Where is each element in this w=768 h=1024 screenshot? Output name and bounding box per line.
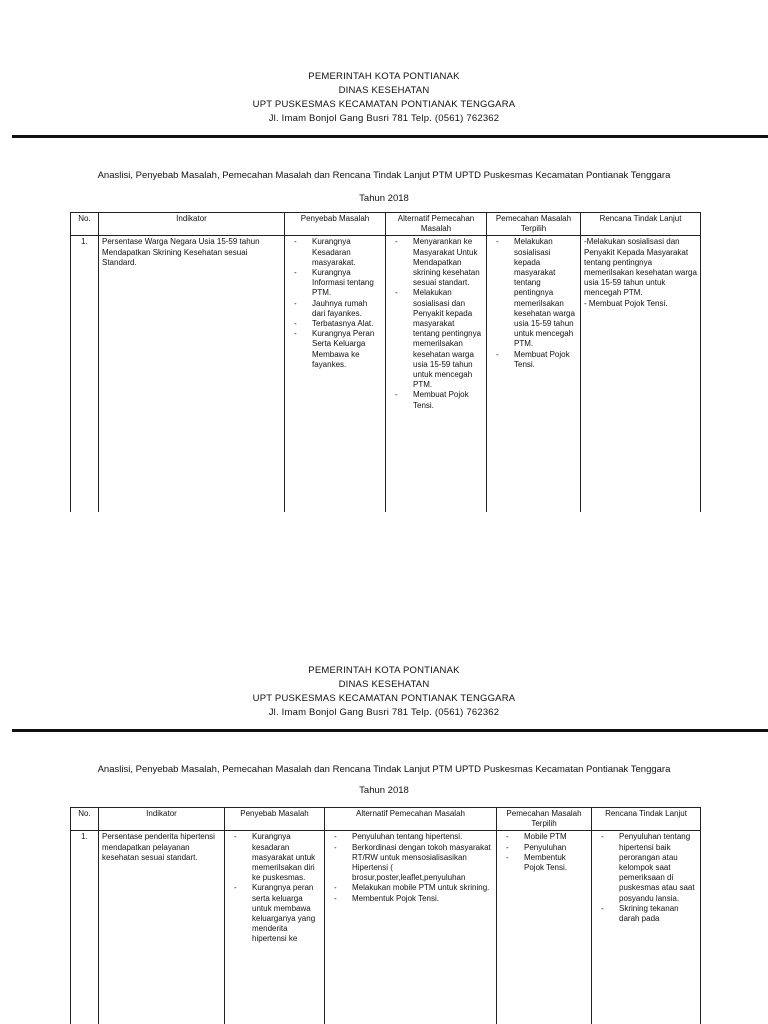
document-title: Anaslisi, Penyebab Masalah, Pemecahan Masalah dan Rencana Tindak Lanjut PTM UPTD Puskesmas Kecamatan Pontianak Tenggara — [97, 764, 671, 775]
document-year: Tahun 2018 — [359, 193, 409, 204]
cell-alternatif — [386, 236, 487, 512]
col-header-no: No. — [71, 808, 99, 831]
letterhead — [0, 664, 768, 720]
letterhead-line-4: Jl. Imam Bonjol Gang Busri 781 Telp. (0561) 762362 — [268, 113, 500, 124]
letterhead-line-3: UPT PUSKESMAS KECAMATAN PONTIANAK TENGGARA — [252, 99, 516, 110]
list-item: - Kurangnya Kesadaran masyarakat. — [288, 237, 382, 268]
table-row — [71, 831, 701, 1024]
list-item: - Membuat Pojok Tensi. — [490, 350, 577, 370]
list-item: - Membentuk Pojok Tensi. — [328, 894, 493, 904]
list-item: - Membuat Pojok Tensi. — [389, 390, 483, 410]
cell-indikator: Persentase Warga Negara Usia 15-59 tahun Mendapatkan Skrining Kesehatan sesuai Standard. — [99, 236, 285, 512]
list-item: - Mobile PTM — [500, 832, 588, 842]
document-year: Tahun 2018 — [359, 785, 409, 796]
cell-penyebab — [285, 236, 386, 512]
header-divider — [12, 135, 768, 138]
cell-no: 1. — [71, 831, 99, 1024]
col-header-rencana: Rencana Tindak Lanjut — [592, 808, 701, 831]
col-header-no: No. — [71, 213, 99, 236]
cell-terpilih — [487, 236, 581, 512]
col-header-alternatif: Alternatif Pemecahan Masalah — [386, 213, 487, 236]
letterhead-line-3: UPT PUSKESMAS KECAMATAN PONTIANAK TENGGARA — [252, 693, 516, 704]
list-item: - Melakukan sosialisasi kepada masyarakat tentang pentingnya memerilsakan kesehatan warga usia 15-59 tahun untuk mencegah PTM. — [490, 237, 577, 349]
letterhead — [0, 70, 768, 126]
list-item: - Kurangnya kesadaran masyarakat untuk memerilsakan diri ke puskesmas. — [228, 832, 321, 883]
col-header-penyebab: Penyebab Masalah — [285, 213, 386, 236]
table-header-row — [71, 808, 701, 831]
col-header-penyebab: Penyebab Masalah — [225, 808, 325, 831]
letterhead-line-4: Jl. Imam Bonjol Gang Busri 781 Telp. (0561) 762362 — [268, 707, 500, 718]
list-item: - Melakukan sosialisasi dan Penyakit kepada masyarakat tentang pentingnya memerilsakan kesehatan warga usia 15-59 tahun untuk mencegah PTM. — [389, 288, 483, 390]
list-item: - Jauhnya rumah dari fayankes. — [288, 299, 382, 319]
list-item: - Penyuluhan tentang hipertensi baik perorangan atau kelompok saat pemeriksaan di puskesmas atau saat posyandu lansia. — [595, 832, 697, 903]
col-header-rencana: Rencana Tindak Lanjut — [581, 213, 701, 236]
list-item: - Penyuluhan tentang hipertensi. — [328, 832, 493, 842]
cell-terpilih — [497, 831, 592, 1024]
col-header-indikator: Indikator — [99, 213, 285, 236]
list-item: - Kurangnya Peran Serta Keluarga Membawa ke fayankes. — [288, 329, 382, 370]
list-item: - Penyuluhan — [500, 843, 588, 853]
letterhead-line-2: DINAS KESEHATAN — [338, 85, 430, 96]
list-item: - Kurangnya peran serta keluarga untuk membawa keluarganya yang menderita hipertensi ke — [228, 883, 321, 944]
list-item: - Kurangnya Informasi tentang PTM. — [288, 268, 382, 299]
col-header-indikator: Indikator — [99, 808, 225, 831]
header-divider — [12, 729, 768, 732]
cell-indikator: Persentase penderita hipertensi mendapatkan pelayanan kesehatan sesuai standart. — [99, 831, 225, 1024]
cell-alternatif — [325, 831, 497, 1024]
table-row — [71, 236, 701, 512]
document-title: Anaslisi, Penyebab Masalah, Pemecahan Masalah dan Rencana Tindak Lanjut PTM UPTD Puskesmas Kecamatan Pontianak Tenggara — [97, 170, 671, 181]
cell-penyebab — [225, 831, 325, 1024]
document-page-2 — [0, 596, 768, 1024]
list-item: - Skrining tekanan darah pada — [595, 904, 697, 924]
list-item: - Membentuk Pojok Tensi. — [500, 853, 588, 873]
letterhead-line-1: PEMERINTAH KOTA PONTIANAK — [308, 71, 460, 82]
cell-no: 1. — [71, 236, 99, 512]
col-header-terpilih: Pemecahan Masalah Terpilih — [497, 808, 592, 831]
cell-rencana — [592, 831, 701, 1024]
table-header-row — [71, 213, 701, 236]
cell-rencana — [581, 236, 701, 512]
list-item: - Terbatasnya Alat. — [288, 319, 382, 329]
analysis-table-1 — [70, 212, 701, 512]
letterhead-line-1: PEMERINTAH KOTA PONTIANAK — [308, 665, 460, 676]
col-header-terpilih: Pemecahan Masalah Terpilih — [487, 213, 581, 236]
analysis-table-2 — [70, 807, 701, 1024]
list-item: -Melakukan sosialisasi dan Penyakit Kepada Masyarakat tentang pentingnya memerilsakan kesehatan warga usia 15-59 tahun untuk mencegah PTM. — [584, 237, 697, 298]
col-header-alternatif: Alternatif Pemecahan Masalah — [325, 808, 497, 831]
list-item: - Berkordinasi dengan tokoh masyarakat RT/RW untuk mensosialisasikan Hipertensi ( brosur,poster,leaflet,penyuluhan — [328, 843, 493, 884]
letterhead-line-2: DINAS KESEHATAN — [338, 679, 430, 690]
list-item: - Menyarankan ke Masyarakat Untuk Mendapatkan skrining kesehatan sesuai standart. — [389, 237, 483, 288]
list-item: - Membuat Pojok Tensi. — [584, 298, 668, 308]
list-item: - Melakukan mobile PTM untuk skrining. — [328, 883, 493, 893]
